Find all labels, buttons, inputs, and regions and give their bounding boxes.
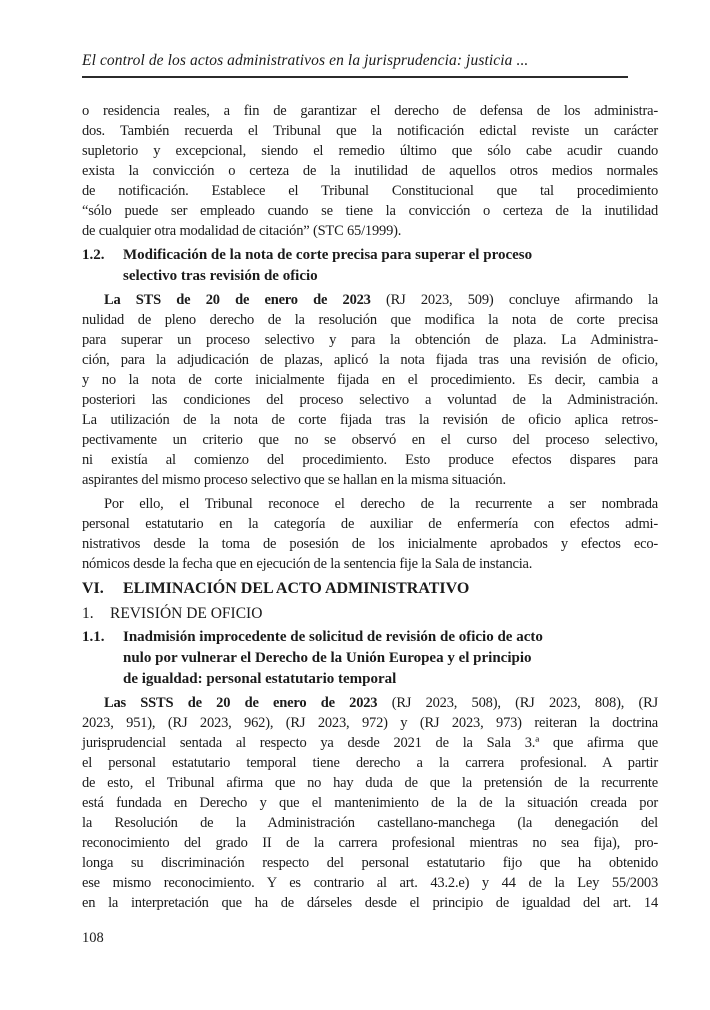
text-line: longa su discriminación respecto del personal estatutario fijo que ha obtenido	[82, 855, 658, 871]
heading-number: 1.	[82, 605, 94, 622]
heading-text	[123, 578, 658, 599]
text-line: dos. También recuerda el Tribunal que la notificación edictal reviste un carácter	[82, 123, 658, 139]
text-column	[82, 101, 658, 917]
text-line: en la interpretación que ha de dárseles desde el principio de igualdad del art. 14	[82, 895, 658, 911]
bold-text-segment: La STS de 20 de enero de 2023	[104, 292, 371, 308]
text-line: jurisprudencial sentada al respecto ya desde 2021 de la Sala 3.ª que afirma que	[82, 735, 658, 751]
text-line: “sólo puede ser empleado cuando se tiene la convicción o certeza de la inutilidad	[82, 203, 658, 219]
text-line: nulidad de pleno derecho de la resolución que modifica la nota de corte precisa	[82, 312, 658, 328]
running-header: El control de los actos administrativos en la jurisprudencia: justicia ...	[82, 52, 628, 78]
text-line: para superar un proceso selectivo y para la obtención de plaza. La Administra-	[82, 332, 658, 348]
text-line: exista la convicción o certeza de la inutilidad de aquellos otros medios normales	[82, 163, 658, 179]
text-line: ni existía al comienzo del procedimiento. Esto produce efectos dispares para	[82, 452, 658, 468]
heading	[82, 627, 658, 690]
text-line: personal estatutario en la categoría de auxiliar de enfermería con efectos admi-	[82, 516, 658, 532]
heading-line: selectivo tras revisión de oficio	[123, 268, 318, 284]
text-line: ese mismo reconocimiento. Y es contrario al art. 43.2.e) y 44 de la Ley 55/2003	[82, 875, 658, 891]
text-line: nistrativos desde la toma de posesión de los inicialmente aprobados y efectos eco-	[82, 536, 658, 552]
text-line: y no la nota de corte inicialmente fijada en el procedimiento. Es decir, cambia a	[82, 372, 658, 388]
heading-number: 1.2.	[82, 247, 105, 263]
heading-text	[110, 603, 658, 624]
paragraph	[82, 290, 658, 490]
heading-line: REVISIÓN DE OFICIO	[110, 605, 263, 622]
heading-number: 1.1.	[82, 629, 105, 645]
paragraph	[82, 101, 658, 241]
heading-text	[123, 627, 658, 690]
text-line: 2023, 951), (RJ 2023, 962), (RJ 2023, 972) y (RJ 2023, 973) reiteran la doctrina	[82, 715, 658, 731]
heading	[82, 245, 658, 287]
text-line: posteriori las condiciones del proceso selectivo a voluntad de la Administración.	[82, 392, 658, 408]
heading-line: ELIMINACIÓN DEL ACTO ADMINISTRATIVO	[123, 580, 470, 597]
heading-line: Modificación de la nota de corte precisa para superar el proceso	[123, 247, 533, 263]
text-line: ción, para la adjudicación de plazas, aplicó la nota fijada tras una revisión de oficio,	[82, 352, 658, 368]
heading-number: VI.	[82, 580, 104, 597]
text-line: de esto, el Tribunal afirma que no hay duda de que la pretensión de la recurrente	[82, 775, 658, 791]
text-line: reconocimiento del grado II de la carrera profesional mientras no sea fija), pro-	[82, 835, 658, 851]
paragraph	[82, 494, 658, 574]
text-line: está fundada en Derecho y que el mantenimiento de la de la situación creada por	[82, 795, 658, 811]
text-line: la Resolución de la Administración castellano-manchega (la denegación del	[82, 815, 658, 831]
text-line: de notificación. Establece el Tribunal Constitucional que tal procedimiento	[82, 183, 658, 199]
heading-line: de igualdad: personal estatutario temporal	[123, 671, 397, 687]
text-segment: (RJ 2023, 508), (RJ 2023, 808), (RJ	[377, 695, 659, 711]
heading	[82, 578, 658, 599]
text-line: La utilización de la nota de corte fijada tras la revisión de oficio aplica retros-	[82, 412, 658, 428]
paragraph	[82, 693, 658, 913]
heading	[82, 603, 658, 624]
text-line: supletorio y excepcional, siendo el remedio último que sólo cabe acudir cuando	[82, 143, 658, 159]
heading-line: Inadmisión improcedente de solicitud de revisión de oficio de acto	[123, 629, 543, 645]
text-line	[82, 693, 658, 713]
text-segment: (RJ 2023, 509) concluye afirmando la	[370, 292, 658, 308]
heading-line: nulo por vulnerar el Derecho de la Unión Europea y el principio	[123, 650, 532, 666]
heading-text	[123, 245, 658, 287]
text-line: pectivamente un criterio que no se observó en el curso del proceso selectivo,	[82, 432, 658, 448]
text-line: Por ello, el Tribunal reconoce el derecho de la recurrente a ser nombrada	[104, 496, 658, 512]
bold-text-segment: Las SSTS de 20 de enero de 2023	[104, 695, 378, 711]
text-line: de cualquier otra modalidad de citación” (STC 65/1999).	[82, 223, 402, 239]
text-line: el personal estatutario temporal tiene derecho a la carrera profesional. A partir	[82, 755, 658, 771]
text-line: nómicos desde la fecha que en ejecución de la sentencia fije la Sala de instancia.	[82, 556, 533, 572]
text-line	[82, 290, 658, 310]
text-line: o residencia reales, a fin de garantizar el derecho de defensa de los administra-	[82, 103, 658, 119]
page-number: 108	[82, 930, 104, 946]
text-line: aspirantes del mismo proceso selectivo que se hallan en la misma situación.	[82, 472, 506, 488]
